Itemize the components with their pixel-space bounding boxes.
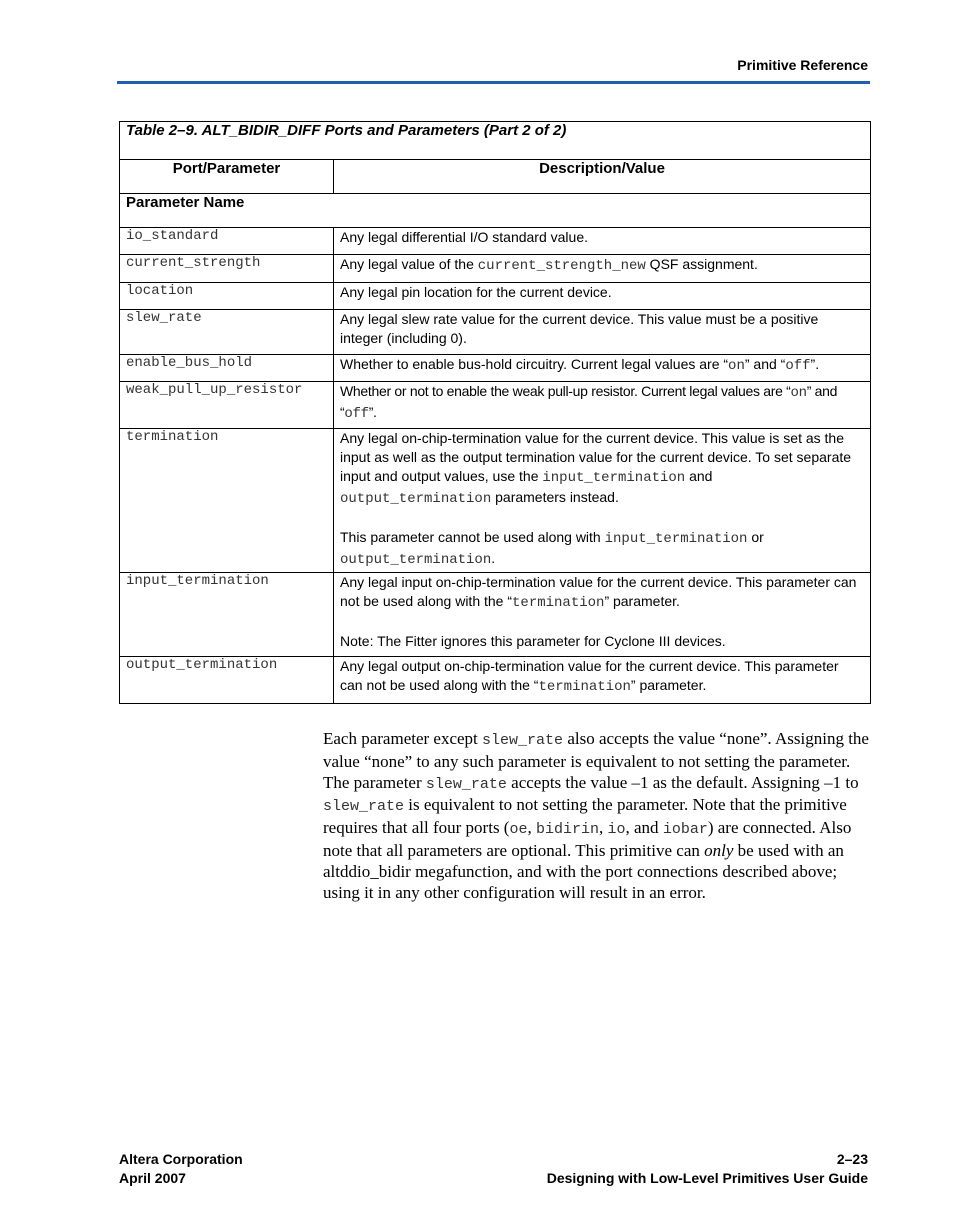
table-row — [120, 382, 871, 429]
footer-left — [119, 1150, 243, 1188]
page-number: 2–23 — [836, 1151, 868, 1167]
param-name: output_termination — [120, 657, 334, 704]
param-description: Whether to enable bus-hold circuitry. Current legal values are “on” and “off”. — [334, 355, 871, 382]
section-header: Parameter Name — [120, 194, 871, 228]
param-name: slew_rate — [120, 310, 334, 355]
guide-title: Designing with Low-Level Primitives User Guide — [546, 1170, 868, 1186]
footer-right — [547, 1150, 868, 1188]
param-description: Any legal on-chip-termination value for the current device. This value is set as the input as well as the output termination value for the current device. To set separate input and output values, use the input_termination and output_termination parameters instead. This parameter cannot be used along with input_termination or output_termination. — [334, 429, 871, 573]
footer-date: April 2007 — [119, 1170, 186, 1186]
footer-company: Altera Corporation — [119, 1151, 243, 1167]
param-description: Any legal slew rate value for the current device. This value must be a positive integer (including 0). — [334, 310, 871, 355]
param-description: Whether or not to enable the weak pull-up resistor. Current legal values are “on” and “off”. — [334, 382, 871, 429]
table-row — [120, 429, 871, 573]
table-row — [120, 255, 871, 283]
table-row — [120, 657, 871, 704]
table-caption: Table 2–9. ALT_BIDIR_DIFF Ports and Parameters (Part 2 of 2) — [120, 122, 871, 160]
table-row — [120, 573, 871, 657]
param-name: weak_pull_up_resistor — [120, 382, 334, 429]
table-row — [120, 355, 871, 382]
header-rule — [117, 81, 870, 84]
param-description: Any legal input on-chip-termination value for the current device. This parameter can not be used along with the “termination” parameter. Note: The Fitter ignores this parameter for Cyclone III devices. — [334, 573, 871, 657]
parameters-table — [119, 121, 871, 704]
param-name: input_termination — [120, 573, 334, 657]
column-header-port: Port/Parameter — [120, 160, 334, 194]
param-description: Any legal output on-chip-termination value for the current device. This parameter can not be used along with the “termination” parameter. — [334, 657, 871, 704]
param-name: termination — [120, 429, 334, 573]
table-row — [120, 310, 871, 355]
column-header-description: Description/Value — [334, 160, 871, 194]
running-header: Primitive Reference — [737, 57, 868, 73]
param-name: io_standard — [120, 228, 334, 255]
body-paragraph: Each parameter except slew_rate also accepts the value “none”. Assigning the value “none” to any such parameter is equivalent to not setting the parameter. The parameter slew_rate accepts the value –1 as the default. Assigning –1 to slew_rate is equivalent to not setting the parameter. Note that the primitive requires that all four ports (oe, bidirin, io, and iobar) are connected. Also note that all parameters are optional. This primitive can only be used with an altddio_bidir megafunction, and with the port connections described above; using it in any other configuration will result in an error. — [323, 729, 869, 902]
param-name: location — [120, 283, 334, 310]
table-row — [120, 228, 871, 255]
param-description: Any legal pin location for the current device. — [334, 283, 871, 310]
param-description: Any legal value of the current_strength_new QSF assignment. — [334, 255, 871, 283]
fitter-note: Note: The Fitter ignores this parameter for Cyclone III devices. — [340, 633, 726, 649]
param-name: enable_bus_hold — [120, 355, 334, 382]
param-description: Any legal differential I/O standard value. — [334, 228, 871, 255]
table-row — [120, 283, 871, 310]
param-name: current_strength — [120, 255, 334, 283]
